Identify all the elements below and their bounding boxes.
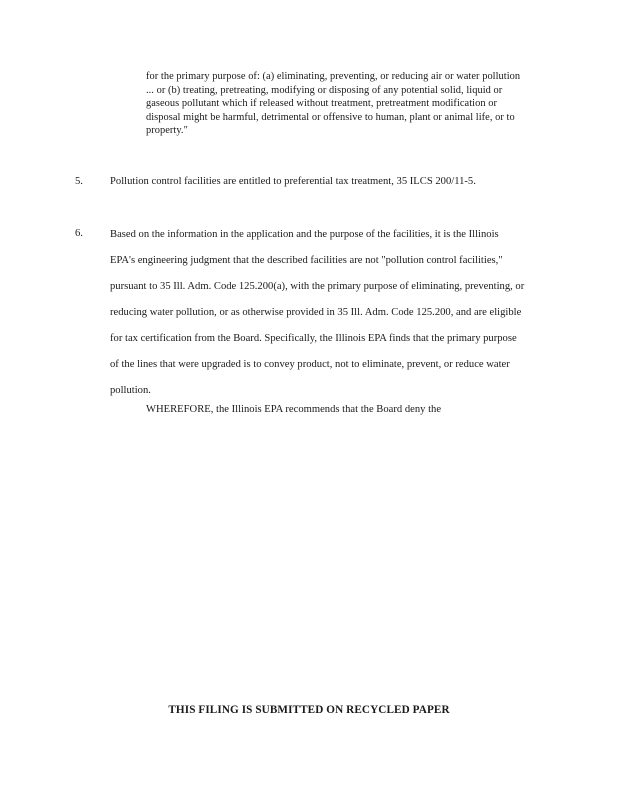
quote-line: disposal might be harmful, detrimental or offensive to human, plant or animal life, or to [146,111,515,123]
paragraph-6-line: of the lines that were upgraded is to convey product, not to eliminate, prevent, or reduce water [110,359,510,370]
paragraph-6 [110,228,550,410]
paragraph-number-6: 6. [75,228,83,239]
quoted-definition [146,70,546,138]
paragraph-6-line: reducing water pollution, or as otherwise provided in 35 Ill. Adm. Code 125.200, and are eligible [110,307,522,318]
paragraph-6-line: EPA's engineering judgment that the described facilities are not "pollution control facilities," [110,255,503,266]
wherefore-clause: WHEREFORE, the Illinois EPA recommends that the Board deny the [146,404,442,415]
quote-line: gaseous pollutant which if released without treatment, pretreatment modification or [146,98,497,110]
paragraph-6-line: Based on the information in the application and the purpose of the facilities, it is the Illinois [110,229,499,240]
paragraph-6-line: for tax certification from the Board. Specifically, the Illinois EPA finds that the primary purpose [110,333,517,344]
quote-line: ... or (b) treating, pretreating, modifying or disposing of any potential solid, liquid or [146,84,503,96]
recycled-paper-footer: THIS FILING IS SUBMITTED ON RECYCLED PAPER [168,704,450,716]
quote-line: for the primary purpose of: (a) eliminating, preventing, or reducing air or water pollution [146,71,521,82]
paragraph-6-line: pursuant to 35 Ill. Adm. Code 125.200(a), with the primary purpose of eliminating, preventing, or [110,281,525,292]
paragraph-6-line: pollution. [110,385,151,396]
quote-line: property." [146,125,188,137]
paragraph-5-text: Pollution control facilities are entitled to preferential tax treatment, 35 ILCS 200/11-5. [110,176,476,187]
paragraph-number-5: 5. [75,176,83,187]
